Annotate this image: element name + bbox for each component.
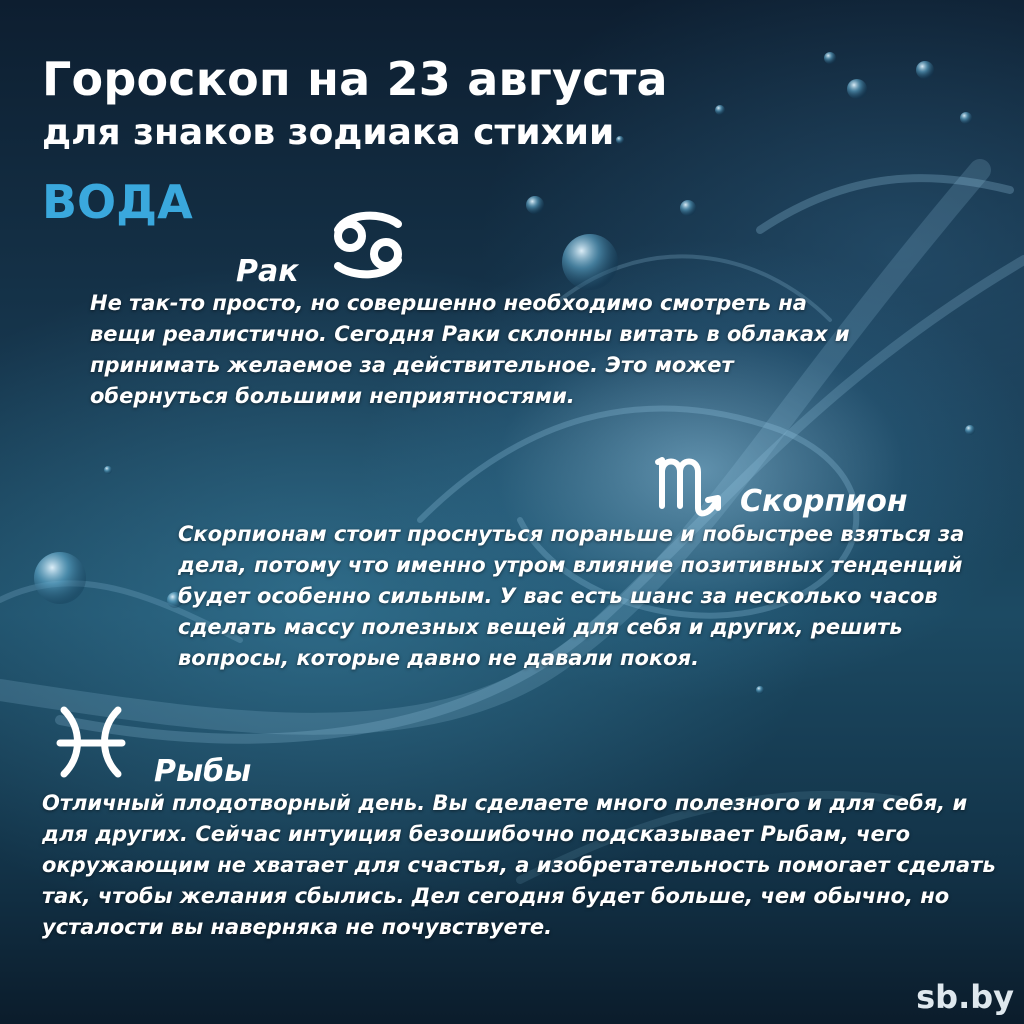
sign-text-pisces: Отличный плодотворный день. Вы сделаете много полезного и для себя, и для других. Сейчас интуиция безошибочно подсказывает Рыбам, чего окружающим не хватает для счастья, а изобретательность помогает сделать так, чтобы желания сбылись. Дел сегодня будет больше, чем обычно, но усталости вы наверняка не почувствуете. [42,791,996,939]
page-title: Гороскоп на 23 августа [42,52,668,106]
sign-text-scorpio: Скорпионам стоит проснуться пораньше и побыстрее взяться за дела, потому что именно утром влияние позитивных тенденций будет особенно сильным. У вас есть шанс за несколько часов сделать массу полезных вещей для себя и других, решить вопросы, которые давно не давали покоя. [178,522,965,670]
sign-text-cancer: Не так-то просто, но совершенно необходимо смотреть на вещи реалистично. Сегодня Раки склонны витать в облаках и принимать желаемое за действительное. Это может обернуться большими неприятностями. [90,291,850,408]
sign-name-scorpio: Скорпион [740,484,908,519]
cancer-icon [328,210,408,280]
scorpio-icon [652,450,730,522]
brand-logo-text: sb.by [916,978,1014,1016]
sign-name-cancer: Рак [236,254,299,289]
pisces-icon [56,706,126,778]
page-subtitle: для знаков зодиака стихии [42,112,615,153]
sign-name-pisces: Рыбы [154,754,252,789]
element-label: ВОДА [42,175,193,229]
